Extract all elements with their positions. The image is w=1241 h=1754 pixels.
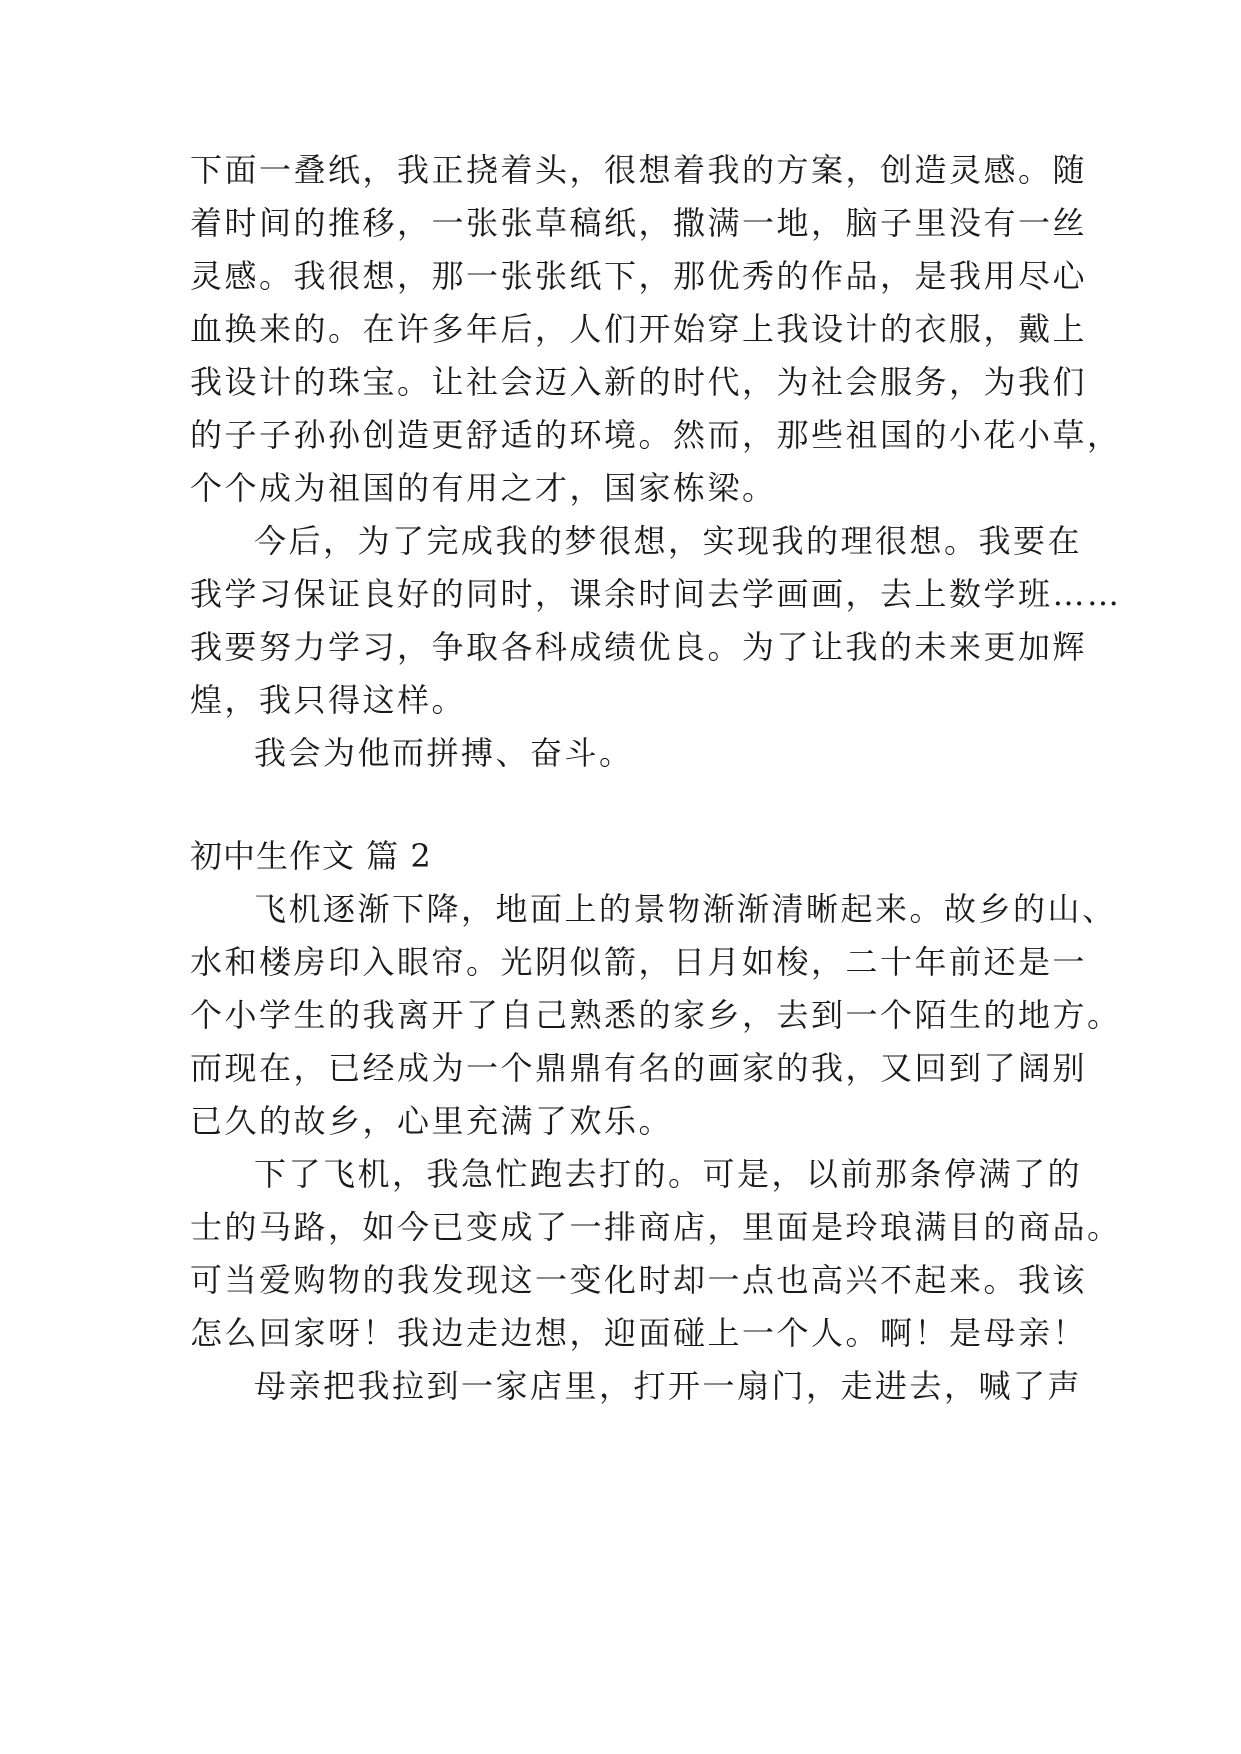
text-line: 我要努力学习，争取各科成绩优良。为了让我的未来更加辉 — [190, 628, 1088, 666]
text-line: 而现在，已经成为一个鼎鼎有名的画家的我，又回到了阔别 — [190, 1049, 1088, 1087]
text-line: 着时间的推移，一张张草稿纸，撒满一地，脑子里没有一丝 — [190, 204, 1088, 242]
text-line: 个小学生的我离开了自己熟悉的家乡，去到一个陌生的地方。 — [190, 996, 1122, 1034]
text-line: 我会为他而拼搏、奋斗。 — [254, 734, 634, 772]
text-line: 可当爱购物的我发现这一变化时却一点也高兴不起来。我该 — [190, 1261, 1088, 1299]
text-line: 下了飞机，我急忙跑去打的。可是，以前那条停满了的 — [254, 1155, 1083, 1193]
text-line: 我学习保证良好的同时，课余时间去学画画，去上数学班…… — [190, 575, 1122, 613]
text-line: 飞机逐渐下降，地面上的景物渐渐清晰起来。故乡的山、 — [254, 890, 1117, 928]
text-line: 我设计的珠宝。让社会迈入新的时代，为社会服务，为我们 — [190, 363, 1088, 401]
text-line: 个个成为祖国的有用之才，国家栋梁。 — [190, 469, 777, 507]
section-heading: 初中生作文 篇 2 — [190, 837, 432, 875]
text-line: 的子子孙孙创造更舒适的环境。然而，那些祖国的小花小草， — [190, 416, 1122, 454]
text-line: 血换来的。在许多年后，人们开始穿上我设计的衣服，戴上 — [190, 310, 1088, 348]
text-line: 煌，我只得这样。 — [190, 681, 467, 719]
text-line: 士的马路，如今已变成了一排商店，里面是玲琅满目的商品。 — [190, 1208, 1122, 1246]
text-line: 已久的故乡，心里充满了欢乐。 — [190, 1102, 674, 1140]
text-line: 灵感。我很想，那一张张纸下，那优秀的作品，是我用尽心 — [190, 257, 1088, 295]
text-line: 母亲把我拉到一家店里，打开一扇门，走进去，喊了声 — [254, 1367, 1083, 1405]
text-line: 怎么回家呀！我边走边想，迎面碰上一个人。啊！是母亲！ — [190, 1314, 1088, 1352]
text-line: 水和楼房印入眼帘。光阴似箭，日月如梭，二十年前还是一 — [190, 943, 1088, 981]
text-line: 下面一叠纸，我正挠着头，很想着我的方案，创造灵感。随 — [190, 151, 1088, 189]
text-line: 今后，为了完成我的梦很想，实现我的理很想。我要在 — [254, 522, 1083, 560]
